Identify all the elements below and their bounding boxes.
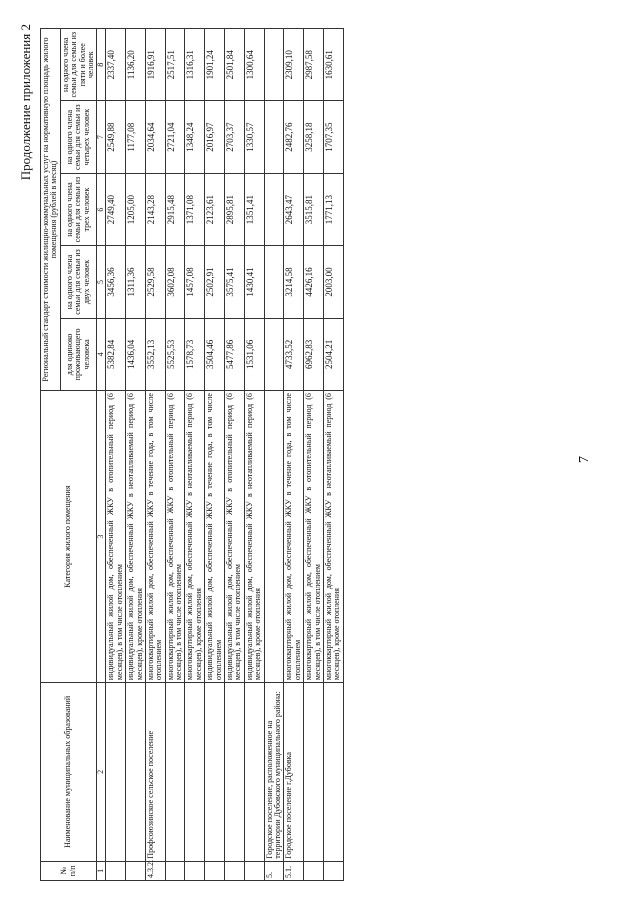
cost-value: 2721,04 [165,101,185,173]
dwelling-category: многоквартирный жилой дом, обеспеченный ЖКУ в течение года, в том числе отоплением [284,391,304,683]
dwelling-category: индивидуальный жилой дом, обеспеченный ЖКУ в отопительный период (6 месяцев), в том числе отоплением [225,391,245,683]
header-sub-3: на одного члена семьи для семьи из трех человек [60,173,97,245]
cost-value: 1578,73 [185,318,205,390]
cost-value: 1436,04 [126,318,146,390]
municipality-name [165,683,185,862]
header-sub-1: для одиноко проживающего человека [60,318,97,390]
cost-value: 1457,08 [185,246,205,318]
cost-value: 1630,61 [323,29,343,101]
cost-value: 2529,58 [145,246,165,318]
cost-value: 2915,48 [165,173,185,245]
municipality-name: Городское поселение, расположенное на территории Дубовского муниципального района: [264,683,284,862]
row-number [225,861,245,880]
table-row [205,29,225,881]
row-number [106,861,126,880]
cost-value: 1351,41 [244,173,264,245]
cost-value: 1348,24 [185,101,205,173]
municipality-name [126,683,146,862]
cost-value: 1371,08 [185,173,205,245]
column-index: 5 [97,246,106,318]
row-number [205,861,225,880]
municipality-name [205,683,225,862]
cost-value [264,101,284,173]
table-row [264,29,284,881]
cost-value: 2309,10 [284,29,304,101]
cost-value: 3575,41 [225,246,245,318]
municipality-name [323,683,343,862]
row-number: 5. [264,861,284,880]
dwelling-category: многоквартирный жилой дом, обеспеченный ЖКУ в течение года, в том числе отоплением [145,391,165,683]
cost-value: 6962,83 [304,318,324,390]
cost-value: 1311,36 [126,246,146,318]
row-number [323,861,343,880]
municipality-name: Городское поселение г.Дубовка [284,683,304,862]
dwelling-category: многоквартирный жилой дом, обеспеченный ЖКУ в отопительный период (6 месяцев), в том числе отоплением [165,391,185,683]
cost-value: 2502,91 [205,246,225,318]
table-row [244,29,264,881]
cost-value: 5382,84 [106,318,126,390]
municipality-name [225,683,245,862]
cost-value: 1707,35 [323,101,343,173]
dwelling-category: многоквартирный жилой дом, обеспеченный ЖКУ в отопительный период (6 месяцев), в том числе отоплением [304,391,324,683]
cost-value: 2749,40 [106,173,126,245]
cost-value: 2895,81 [225,173,245,245]
cost-value: 3552,13 [145,318,165,390]
row-number: 4.3.2. [145,861,165,880]
municipality-name [244,683,264,862]
cost-value: 1531,06 [244,318,264,390]
cost-value: 1430,41 [244,246,264,318]
cost-value: 3602,08 [165,246,185,318]
dwelling-category [264,391,284,683]
cost-value: 2549,88 [106,101,126,173]
cost-value: 2504,21 [323,318,343,390]
column-index: 6 [97,173,106,245]
header-sub-4: на одного члена семьи для семьи из четырех человек [60,101,97,173]
cost-value: 2337,40 [106,29,126,101]
cost-value: 1916,91 [145,29,165,101]
table-row [185,29,205,881]
cost-value: 1901,24 [205,29,225,101]
page-number: 7 [577,456,592,463]
cost-value: 1177,08 [126,101,146,173]
cost-value: 1205,00 [126,173,146,245]
cost-value: 3515,81 [304,173,324,245]
cost-value: 1316,31 [185,29,205,101]
cost-value [264,173,284,245]
cost-value [264,29,284,101]
row-number [126,861,146,880]
cost-value: 2517,51 [165,29,185,101]
cost-value: 2987,58 [304,29,324,101]
column-index: 7 [97,101,106,173]
municipality-name [185,683,205,862]
table-row [165,29,185,881]
header-sub-5: на одного члена семьи для семьи из пяти и более человек [60,29,97,101]
cost-value: 2123,61 [205,173,225,245]
table-row [323,29,343,881]
cost-value: 4733,52 [284,318,304,390]
table-row [284,29,304,881]
cost-standard-table [40,28,344,881]
column-index: 1 [97,861,106,880]
column-index: 2 [97,683,106,862]
cost-value: 1300,64 [244,29,264,101]
cost-value: 2003,00 [323,246,343,318]
cost-value: 5525,53 [165,318,185,390]
table-row [304,29,324,881]
cost-value: 3504,46 [205,318,225,390]
cost-value: 1771,13 [323,173,343,245]
municipality-name [304,683,324,862]
cost-value: 2016,97 [205,101,225,173]
column-index: 4 [97,318,106,390]
cost-value: 1330,57 [244,101,264,173]
table-row [126,29,146,881]
cost-value: 5477,86 [225,318,245,390]
cost-value: 2143,28 [145,173,165,245]
row-number [165,861,185,880]
header-sub-2: на одного члена семьи для семьи из двух человек [60,246,97,318]
cost-value [264,318,284,390]
header-standard: Региональный стандарт стоимости жилищно-коммунальных услуг на нормативную площадь жилого помещения (рублей в месяц) [41,29,61,391]
table-row [145,29,165,881]
cost-value: 2501,84 [225,29,245,101]
cost-value [264,246,284,318]
column-index: 8 [97,29,106,101]
cost-value: 3214,58 [284,246,304,318]
row-number [244,861,264,880]
cost-value: 2643,47 [284,173,304,245]
dwelling-category: индивидуальный жилой дом, обеспеченный ЖКУ в течение года, в том числе отоплением [205,391,225,683]
row-number [304,861,324,880]
cost-value: 1136,20 [126,29,146,101]
cost-value: 3456,36 [106,246,126,318]
cost-value: 2703,37 [225,101,245,173]
header-municipality: Наименование муниципальных образований [41,683,97,862]
municipality-name [106,683,126,862]
dwelling-category: индивидуальный жилой дом, обеспеченный ЖКУ в неотапливаемый период (6 месяцев), кроме отопления [126,391,146,683]
dwelling-category: многоквартирный жилой дом, обеспеченный ЖКУ в неотапливаемый период (6 месяцев), кроме отопления [323,391,343,683]
cost-value: 3258,18 [304,101,324,173]
header-num: № п/п [41,861,97,880]
column-index: 3 [97,391,106,683]
appendix-title: Продолжение приложения 2 [18,24,33,181]
table-body [106,29,343,881]
cost-value: 4426,16 [304,246,324,318]
row-number: 5.1. [284,861,304,880]
table-row [225,29,245,881]
dwelling-category: индивидуальный жилой дом, обеспеченный ЖКУ в неотапливаемый период (6 месяцев), кроме отопления [244,391,264,683]
municipality-name: Профсоюзинское сельское поселение [145,683,165,862]
cost-value: 2034,64 [145,101,165,173]
dwelling-category: многоквартирный жилой дом, обеспеченный ЖКУ в неотапливаемый период (6 месяцев), кроме отопления [185,391,205,683]
header-category: Категория жилого помещения [41,391,97,683]
row-number [185,861,205,880]
cost-value: 2482,76 [284,101,304,173]
table-row [106,29,126,881]
dwelling-category: индивидуальный жилой дом, обеспеченный ЖКУ в отопительный период (6 месяцев), в том числе отоплением [106,391,126,683]
